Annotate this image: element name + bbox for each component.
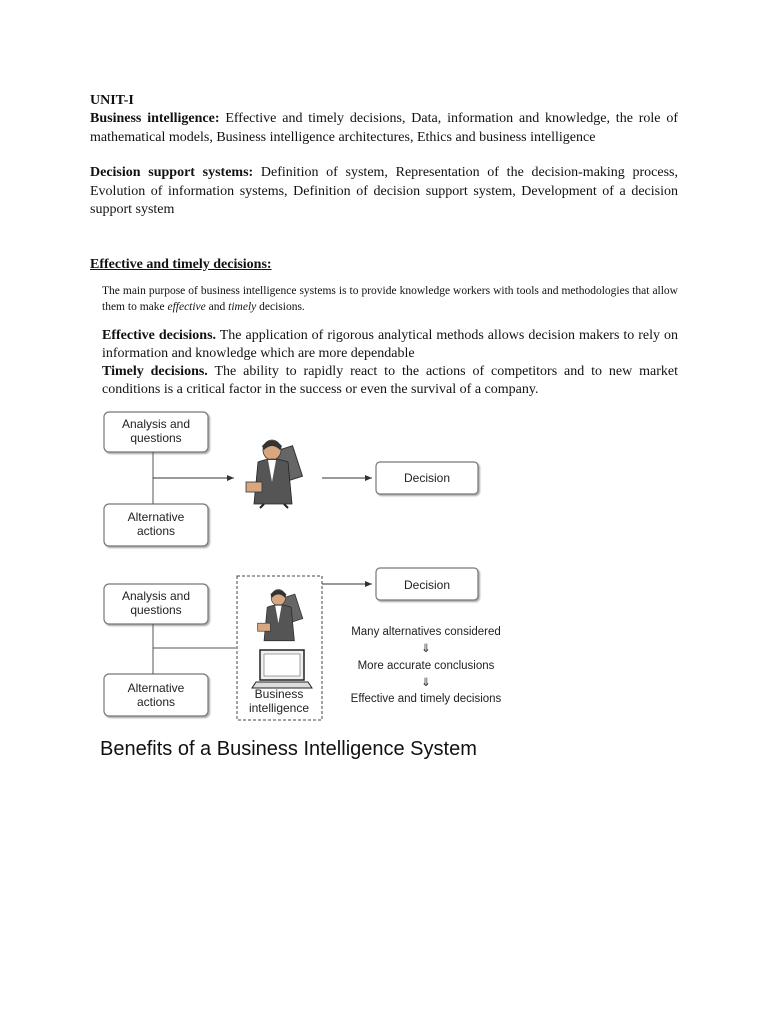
bottom-diagram <box>104 568 502 720</box>
document-page <box>90 92 678 399</box>
top-alternative-line1: Alternative <box>127 510 185 524</box>
intro-after: decisions. <box>256 300 305 313</box>
decision-definitions <box>102 327 678 399</box>
top-diagram <box>104 412 478 546</box>
flow-step-1: Many alternatives considered <box>351 626 501 638</box>
figure-title: Benefits of a Business Intelligence System <box>100 738 477 760</box>
timely-paragraph <box>102 363 678 399</box>
bi-topics-paragraph <box>90 110 678 147</box>
top-decision-label: Decision <box>403 471 451 485</box>
effective-text: The application of rigorous analytical methods allows decision makers to rely on information and knowledge which are more dependable <box>102 327 678 361</box>
computer-icon <box>252 650 312 688</box>
flow-arrow-2: ⇓ <box>421 677 431 689</box>
bottom-decision-label: Decision <box>403 578 451 592</box>
bottom-alternative-line1: Alternative <box>127 681 185 695</box>
unit-heading: UNIT-I <box>90 93 134 108</box>
intro-before: The main purpose of business intelligence systems is to provide knowledge workers with tools and methodologies that allow them to make <box>102 284 678 313</box>
bottom-analysis-line2: questions <box>130 603 182 617</box>
bi-decision-maker-icon <box>258 590 303 641</box>
section-heading: Effective and timely decisions: <box>90 256 272 272</box>
effective-label: Effective decisions. <box>102 327 217 343</box>
flow-arrow-1: ⇓ <box>421 643 431 655</box>
flow-step-3: Effective and timely decisions <box>350 693 502 705</box>
intro-and: and <box>205 300 229 313</box>
bi-topics-label: Business intelligence: <box>90 111 220 126</box>
intro-timely: timely <box>228 300 257 313</box>
top-analysis-line1: Analysis and <box>121 417 191 431</box>
bi-topics-text: Effective and timely decisions, Data, information and knowledge, the role of mathematical models, Business intelligence architectures, Ethics and business intelligence <box>90 111 678 145</box>
intro-paragraph <box>102 283 678 315</box>
decision-maker-icon <box>246 440 302 508</box>
effective-paragraph <box>102 327 678 363</box>
bi-benefits-diagram <box>96 404 536 764</box>
timely-text: The ability to rapidly react to the actions of competitors and to new market conditions is a critical factor in the success or even the survival of a company. <box>102 363 678 397</box>
intro-effective: effective <box>167 300 206 313</box>
bottom-analysis-line1: Analysis and <box>121 589 191 603</box>
top-analysis-line2: questions <box>130 431 182 445</box>
dss-topics-paragraph <box>90 164 678 220</box>
flow-step-2: More accurate conclusions <box>357 660 495 672</box>
dss-topics-label: Decision support systems: <box>90 165 254 180</box>
dss-topics-text: Definition of system, Representation of the decision-making process, Evolution of information systems, Definition of decision support system, Development of a decision support system <box>90 165 678 217</box>
top-alternative-line2: actions <box>136 524 176 538</box>
bi-label-line1: Business <box>254 687 304 701</box>
timely-label: Timely decisions. <box>102 363 208 379</box>
bi-label-line2: intelligence <box>248 701 310 715</box>
bottom-alternative-line2: actions <box>136 695 176 709</box>
